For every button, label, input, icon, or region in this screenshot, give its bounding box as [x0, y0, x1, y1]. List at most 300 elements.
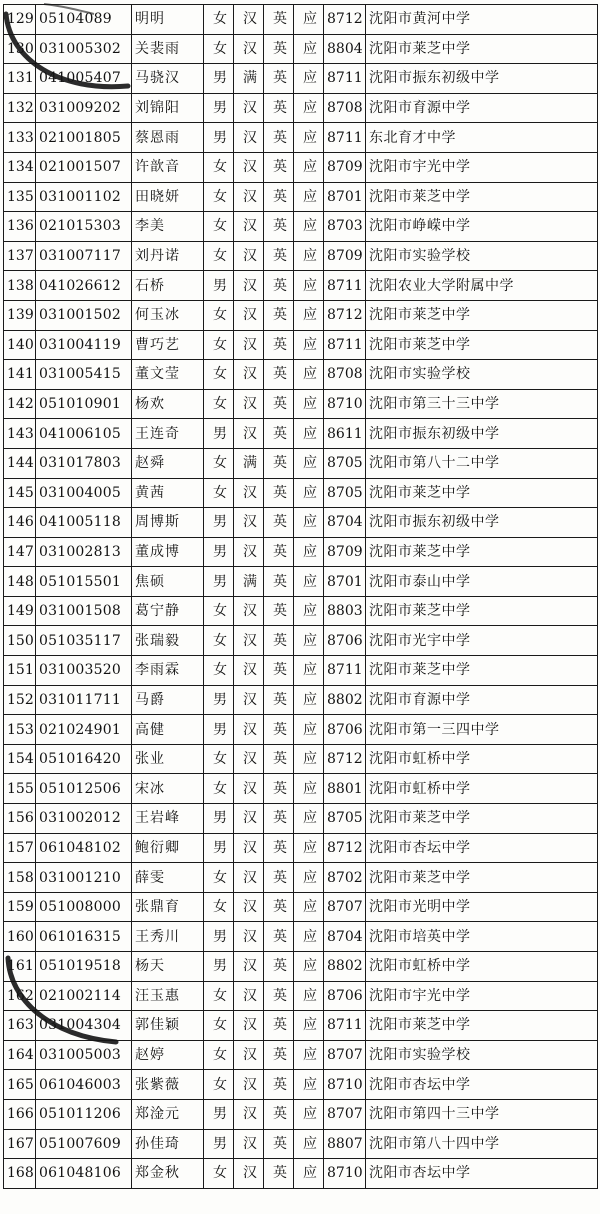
school-name-cell: 沈阳市宇光中学 [366, 981, 598, 1011]
exam-code-cell: 8712 [324, 5, 366, 35]
student-name-cell: 宋冰 [132, 774, 204, 804]
ethnicity-cell: 汉 [234, 537, 264, 567]
exam-type-cell: 应 [294, 952, 324, 982]
student-name-cell: 王连奇 [132, 419, 204, 449]
student-id-cell: 061048102 [36, 833, 132, 863]
gender-cell: 女 [204, 241, 234, 271]
exam-code-cell: 8705 [324, 478, 366, 508]
student-id-cell: 021002114 [36, 981, 132, 1011]
exam-code-cell: 8803 [324, 596, 366, 626]
exam-code-cell: 8711 [324, 271, 366, 301]
gender-cell: 女 [204, 892, 234, 922]
row-number-cell: 159 [4, 892, 36, 922]
gender-cell: 女 [204, 182, 234, 212]
row-number-cell: 146 [4, 508, 36, 538]
exam-type-cell: 应 [294, 123, 324, 153]
student-name-cell: 明明 [132, 5, 204, 35]
table-row [4, 389, 598, 419]
row-number-cell: 157 [4, 833, 36, 863]
ethnicity-cell: 汉 [234, 922, 264, 952]
row-number-cell: 149 [4, 596, 36, 626]
language-cell: 英 [264, 1011, 294, 1041]
language-cell: 英 [264, 952, 294, 982]
exam-code-cell: 8709 [324, 241, 366, 271]
school-name-cell: 沈阳市莱芝中学 [366, 596, 598, 626]
exam-type-cell: 应 [294, 892, 324, 922]
exam-type-cell: 应 [294, 1040, 324, 1070]
exam-type-cell: 应 [294, 596, 324, 626]
language-cell: 英 [264, 804, 294, 834]
gender-cell: 女 [204, 360, 234, 390]
row-number-cell: 154 [4, 744, 36, 774]
exam-code-cell: 8711 [324, 1011, 366, 1041]
row-number-cell: 148 [4, 567, 36, 597]
language-cell: 英 [264, 626, 294, 656]
row-number-cell: 137 [4, 241, 36, 271]
exam-type-cell: 应 [294, 656, 324, 686]
gender-cell: 男 [204, 537, 234, 567]
gender-cell: 女 [204, 389, 234, 419]
table-row [4, 567, 598, 597]
school-name-cell: 沈阳市杏坛中学 [366, 1070, 598, 1100]
ethnicity-cell: 汉 [234, 863, 264, 893]
exam-type-cell: 应 [294, 863, 324, 893]
student-name-cell: 关裴雨 [132, 34, 204, 64]
student-name-cell: 王秀川 [132, 922, 204, 952]
exam-code-cell: 8712 [324, 833, 366, 863]
student-id-cell: 031005415 [36, 360, 132, 390]
exam-code-cell: 8711 [324, 330, 366, 360]
student-id-cell: 021024901 [36, 715, 132, 745]
ethnicity-cell: 汉 [234, 744, 264, 774]
row-number-cell: 138 [4, 271, 36, 301]
table-row [4, 804, 598, 834]
student-id-cell: 021001507 [36, 152, 132, 182]
row-number-cell: 160 [4, 922, 36, 952]
exam-code-cell: 8709 [324, 537, 366, 567]
exam-type-cell: 应 [294, 419, 324, 449]
student-id-cell: 031004304 [36, 1011, 132, 1041]
table-row [4, 64, 598, 94]
ethnicity-cell: 汉 [234, 182, 264, 212]
language-cell: 英 [264, 685, 294, 715]
ethnicity-cell: 满 [234, 567, 264, 597]
school-name-cell: 沈阳市莱芝中学 [366, 1011, 598, 1041]
row-number-cell: 131 [4, 64, 36, 94]
ethnicity-cell: 汉 [234, 419, 264, 449]
exam-code-cell: 8707 [324, 892, 366, 922]
language-cell: 英 [264, 922, 294, 952]
language-cell: 英 [264, 478, 294, 508]
exam-code-cell: 8802 [324, 952, 366, 982]
table-row [4, 922, 598, 952]
row-number-cell: 150 [4, 626, 36, 656]
student-name-cell: 高健 [132, 715, 204, 745]
exam-code-cell: 8611 [324, 419, 366, 449]
language-cell: 英 [264, 567, 294, 597]
exam-type-cell: 应 [294, 685, 324, 715]
student-name-cell: 王岩峰 [132, 804, 204, 834]
school-name-cell: 沈阳市实验学校 [366, 241, 598, 271]
language-cell: 英 [264, 1159, 294, 1189]
table-row [4, 596, 598, 626]
row-number-cell: 152 [4, 685, 36, 715]
student-name-cell: 董成博 [132, 537, 204, 567]
student-id-cell: 061016315 [36, 922, 132, 952]
row-number-cell: 155 [4, 774, 36, 804]
exam-type-cell: 应 [294, 330, 324, 360]
exam-code-cell: 8804 [324, 34, 366, 64]
student-name-cell: 孙佳琦 [132, 1129, 204, 1159]
student-id-cell: 031007117 [36, 241, 132, 271]
gender-cell: 男 [204, 1129, 234, 1159]
school-name-cell: 沈阳市振东初级中学 [366, 419, 598, 449]
school-name-cell: 沈阳市宇光中学 [366, 152, 598, 182]
ethnicity-cell: 汉 [234, 212, 264, 242]
gender-cell: 男 [204, 271, 234, 301]
school-name-cell: 沈阳市莱芝中学 [366, 537, 598, 567]
student-name-cell: 董文莹 [132, 360, 204, 390]
gender-cell: 男 [204, 685, 234, 715]
student-roster-table [3, 4, 598, 1189]
ethnicity-cell: 汉 [234, 715, 264, 745]
student-id-cell: 031005302 [36, 34, 132, 64]
exam-code-cell: 8707 [324, 1040, 366, 1070]
exam-type-cell: 应 [294, 241, 324, 271]
gender-cell: 男 [204, 715, 234, 745]
student-name-cell: 郑淦元 [132, 1099, 204, 1129]
row-number-cell: 141 [4, 360, 36, 390]
row-number-cell: 167 [4, 1129, 36, 1159]
ethnicity-cell: 汉 [234, 300, 264, 330]
table-row [4, 656, 598, 686]
ethnicity-cell: 汉 [234, 1099, 264, 1129]
gender-cell: 女 [204, 981, 234, 1011]
table-row [4, 1011, 598, 1041]
table-row [4, 508, 598, 538]
table-row [4, 744, 598, 774]
school-name-cell: 沈阳市第一三四中学 [366, 715, 598, 745]
student-name-cell: 鲍衍卿 [132, 833, 204, 863]
table-row [4, 537, 598, 567]
school-name-cell: 沈阳市杏坛中学 [366, 1159, 598, 1189]
ethnicity-cell: 汉 [234, 1011, 264, 1041]
gender-cell: 男 [204, 1099, 234, 1129]
gender-cell: 女 [204, 1040, 234, 1070]
school-name-cell: 沈阳市莱芝中学 [366, 863, 598, 893]
gender-cell: 女 [204, 656, 234, 686]
table-row [4, 981, 598, 1011]
exam-type-cell: 应 [294, 922, 324, 952]
student-name-cell: 许歆音 [132, 152, 204, 182]
row-number-cell: 156 [4, 804, 36, 834]
exam-code-cell: 8702 [324, 863, 366, 893]
exam-code-cell: 8704 [324, 508, 366, 538]
school-name-cell: 沈阳市虹桥中学 [366, 952, 598, 982]
exam-type-cell: 应 [294, 448, 324, 478]
table-row [4, 774, 598, 804]
ethnicity-cell: 汉 [234, 596, 264, 626]
student-name-cell: 郭佳颖 [132, 1011, 204, 1041]
language-cell: 英 [264, 863, 294, 893]
school-name-cell: 沈阳市莱芝中学 [366, 34, 598, 64]
student-id-cell: 051007609 [36, 1129, 132, 1159]
language-cell: 英 [264, 1070, 294, 1100]
student-id-cell: 041005118 [36, 508, 132, 538]
exam-code-cell: 8708 [324, 360, 366, 390]
student-id-cell: 031017803 [36, 448, 132, 478]
student-name-cell: 杨天 [132, 952, 204, 982]
exam-code-cell: 8707 [324, 1099, 366, 1129]
language-cell: 英 [264, 744, 294, 774]
school-name-cell: 沈阳市实验学校 [366, 360, 598, 390]
student-id-cell: 031002012 [36, 804, 132, 834]
ethnicity-cell: 汉 [234, 952, 264, 982]
exam-type-cell: 应 [294, 744, 324, 774]
table-row [4, 182, 598, 212]
ethnicity-cell: 汉 [234, 685, 264, 715]
row-number-cell: 153 [4, 715, 36, 745]
language-cell: 英 [264, 656, 294, 686]
language-cell: 英 [264, 93, 294, 123]
school-name-cell: 沈阳市育源中学 [366, 93, 598, 123]
gender-cell: 男 [204, 952, 234, 982]
language-cell: 英 [264, 64, 294, 94]
school-name-cell: 沈阳市莱芝中学 [366, 330, 598, 360]
table-row [4, 863, 598, 893]
student-id-cell: 031001210 [36, 863, 132, 893]
exam-type-cell: 应 [294, 360, 324, 390]
exam-type-cell: 应 [294, 300, 324, 330]
school-name-cell: 沈阳市莱芝中学 [366, 182, 598, 212]
row-number-cell: 135 [4, 182, 36, 212]
gender-cell: 女 [204, 330, 234, 360]
ethnicity-cell: 汉 [234, 656, 264, 686]
school-name-cell: 沈阳市杏坛中学 [366, 833, 598, 863]
exam-type-cell: 应 [294, 508, 324, 538]
ethnicity-cell: 汉 [234, 1070, 264, 1100]
student-id-cell: 061048106 [36, 1159, 132, 1189]
gender-cell: 女 [204, 744, 234, 774]
row-number-cell: 144 [4, 448, 36, 478]
student-name-cell: 张瑞毅 [132, 626, 204, 656]
gender-cell: 女 [204, 152, 234, 182]
school-name-cell: 沈阳市第三十三中学 [366, 389, 598, 419]
school-name-cell: 沈阳市峥嵘中学 [366, 212, 598, 242]
table-row [4, 5, 598, 35]
ethnicity-cell: 汉 [234, 34, 264, 64]
exam-type-cell: 应 [294, 1099, 324, 1129]
row-number-cell: 166 [4, 1099, 36, 1129]
ethnicity-cell: 汉 [234, 1040, 264, 1070]
gender-cell: 男 [204, 567, 234, 597]
exam-type-cell: 应 [294, 981, 324, 1011]
table-row [4, 271, 598, 301]
exam-type-cell: 应 [294, 1159, 324, 1189]
row-number-cell: 143 [4, 419, 36, 449]
gender-cell: 女 [204, 774, 234, 804]
student-name-cell: 张鼎育 [132, 892, 204, 922]
student-id-cell: 031002813 [36, 537, 132, 567]
ethnicity-cell: 汉 [234, 1159, 264, 1189]
student-name-cell: 刘锦阳 [132, 93, 204, 123]
student-name-cell: 刘丹诺 [132, 241, 204, 271]
school-name-cell: 沈阳市光明中学 [366, 892, 598, 922]
exam-type-cell: 应 [294, 715, 324, 745]
row-number-cell: 129 [4, 5, 36, 35]
row-number-cell: 161 [4, 952, 36, 982]
school-name-cell: 沈阳市光宇中学 [366, 626, 598, 656]
student-name-cell: 杨欢 [132, 389, 204, 419]
exam-code-cell: 8709 [324, 152, 366, 182]
language-cell: 英 [264, 448, 294, 478]
student-name-cell: 石桥 [132, 271, 204, 301]
gender-cell: 男 [204, 833, 234, 863]
table-row [4, 360, 598, 390]
student-name-cell: 田晓妍 [132, 182, 204, 212]
language-cell: 英 [264, 34, 294, 64]
table-row [4, 1099, 598, 1129]
ethnicity-cell: 汉 [234, 5, 264, 35]
student-name-cell: 蔡恩雨 [132, 123, 204, 153]
student-name-cell: 赵婷 [132, 1040, 204, 1070]
language-cell: 英 [264, 360, 294, 390]
table-row [4, 1129, 598, 1159]
school-name-cell: 东北育才中学 [366, 123, 598, 153]
row-number-cell: 151 [4, 656, 36, 686]
gender-cell: 女 [204, 626, 234, 656]
row-number-cell: 134 [4, 152, 36, 182]
language-cell: 英 [264, 241, 294, 271]
student-id-cell: 051016420 [36, 744, 132, 774]
student-name-cell: 张业 [132, 744, 204, 774]
ethnicity-cell: 汉 [234, 478, 264, 508]
ethnicity-cell: 满 [234, 448, 264, 478]
language-cell: 英 [264, 537, 294, 567]
student-id-cell: 05104089 [36, 5, 132, 35]
student-name-cell: 赵舜 [132, 448, 204, 478]
student-id-cell: 031004005 [36, 478, 132, 508]
student-name-cell: 张紫薇 [132, 1070, 204, 1100]
gender-cell: 女 [204, 1159, 234, 1189]
table-row [4, 833, 598, 863]
exam-code-cell: 8704 [324, 922, 366, 952]
exam-type-cell: 应 [294, 389, 324, 419]
exam-code-cell: 8807 [324, 1129, 366, 1159]
exam-type-cell: 应 [294, 182, 324, 212]
gender-cell: 男 [204, 64, 234, 94]
student-id-cell: 031001102 [36, 182, 132, 212]
student-id-cell: 031005003 [36, 1040, 132, 1070]
ethnicity-cell: 汉 [234, 626, 264, 656]
gender-cell: 女 [204, 1011, 234, 1041]
gender-cell: 男 [204, 123, 234, 153]
student-id-cell: 031001508 [36, 596, 132, 626]
row-number-cell: 140 [4, 330, 36, 360]
ethnicity-cell: 汉 [234, 330, 264, 360]
language-cell: 英 [264, 1129, 294, 1159]
student-id-cell: 051011206 [36, 1099, 132, 1129]
student-id-cell: 041005407 [36, 64, 132, 94]
language-cell: 英 [264, 892, 294, 922]
exam-type-cell: 应 [294, 64, 324, 94]
exam-type-cell: 应 [294, 5, 324, 35]
table-row [4, 123, 598, 153]
ethnicity-cell: 汉 [234, 892, 264, 922]
language-cell: 英 [264, 981, 294, 1011]
row-number-cell: 165 [4, 1070, 36, 1100]
language-cell: 英 [264, 774, 294, 804]
language-cell: 英 [264, 182, 294, 212]
exam-type-cell: 应 [294, 271, 324, 301]
gender-cell: 女 [204, 863, 234, 893]
exam-type-cell: 应 [294, 93, 324, 123]
gender-cell: 女 [204, 300, 234, 330]
student-id-cell: 051010901 [36, 389, 132, 419]
student-name-cell: 李美 [132, 212, 204, 242]
row-number-cell: 132 [4, 93, 36, 123]
exam-code-cell: 8705 [324, 448, 366, 478]
language-cell: 英 [264, 330, 294, 360]
table-row [4, 685, 598, 715]
language-cell: 英 [264, 1099, 294, 1129]
school-name-cell: 沈阳市培英中学 [366, 922, 598, 952]
exam-code-cell: 8708 [324, 93, 366, 123]
exam-type-cell: 应 [294, 1129, 324, 1159]
student-id-cell: 051015501 [36, 567, 132, 597]
exam-code-cell: 8706 [324, 626, 366, 656]
gender-cell: 女 [204, 212, 234, 242]
row-number-cell: 168 [4, 1159, 36, 1189]
row-number-cell: 133 [4, 123, 36, 153]
ethnicity-cell: 汉 [234, 774, 264, 804]
student-id-cell: 031009202 [36, 93, 132, 123]
school-name-cell: 沈阳市虹桥中学 [366, 744, 598, 774]
student-id-cell: 021015303 [36, 212, 132, 242]
ethnicity-cell: 汉 [234, 271, 264, 301]
table-row [4, 715, 598, 745]
language-cell: 英 [264, 596, 294, 626]
gender-cell: 女 [204, 478, 234, 508]
language-cell: 英 [264, 833, 294, 863]
student-name-cell: 郑金秋 [132, 1159, 204, 1189]
gender-cell: 男 [204, 508, 234, 538]
exam-type-cell: 应 [294, 833, 324, 863]
language-cell: 英 [264, 300, 294, 330]
language-cell: 英 [264, 152, 294, 182]
ethnicity-cell: 汉 [234, 508, 264, 538]
language-cell: 英 [264, 271, 294, 301]
language-cell: 英 [264, 1040, 294, 1070]
school-name-cell: 沈阳市莱芝中学 [366, 300, 598, 330]
table-row [4, 1159, 598, 1189]
exam-code-cell: 8802 [324, 685, 366, 715]
ethnicity-cell: 汉 [234, 241, 264, 271]
exam-code-cell: 8710 [324, 389, 366, 419]
table-row [4, 1040, 598, 1070]
exam-code-cell: 8712 [324, 300, 366, 330]
table-row [4, 626, 598, 656]
student-id-cell: 051012506 [36, 774, 132, 804]
ethnicity-cell: 汉 [234, 93, 264, 123]
exam-code-cell: 8801 [324, 774, 366, 804]
school-name-cell: 沈阳市振东初级中学 [366, 508, 598, 538]
exam-type-cell: 应 [294, 567, 324, 597]
table-row [4, 448, 598, 478]
exam-type-cell: 应 [294, 774, 324, 804]
exam-code-cell: 8706 [324, 981, 366, 1011]
table-row [4, 300, 598, 330]
